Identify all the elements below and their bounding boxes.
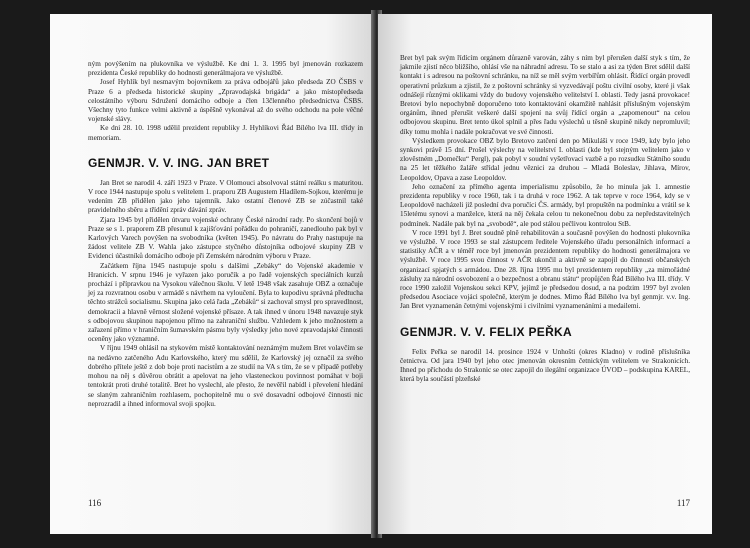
page-number-left: 116 — [88, 498, 102, 508]
paragraph: Felix Peřka se narodil 14. prosince 1924 v Unhošti (okres Kladno) v rodině příslušníka četnictva. Od jara 1940 byl jeho otec jmenován okresním četnickým velitelem ve Strakonicích. Ihned po příchodu do Strakonic se otec zapojil do ilegální organizace ÚVOD – podskupina KAREL, která byla součástí plzeňské — [400, 347, 690, 384]
section-heading-felix-perka: GENMJR. V. V. FELIX PEŘKA — [400, 324, 572, 339]
page-number-right: 117 — [676, 498, 690, 508]
paragraph: Jan Bret se narodil 4. září 1923 v Praze. V Olomouci absolvoval státní reálku s maturitou. V roce 1944 nastupuje spolu s velitelem 1. praporu ZB Augustem Hladílem-Sojkou, kterému je vedením ZB přidělen jako jeho tajemník. Jako ostatní členové ZB se zúčastnil také pravidelného sběru a třídění zpráv dávání zpráv. — [88, 178, 363, 215]
paragraph: V roce 1991 byl J. Bret soudně plně rehabilitován a současně povýšen do hodnosti plukovníka ve výslužbě. V roce 1993 se stal zástupcem ředitele Vojenského úřadu personálních informací a statistiky AČR a v téměř roce byl jmenován prezidentem republiky do hodnosti generálmajora ve výslužbě. V roce 1995 svou činnost v AČR ukončil a aktivně se zapojil do činnosti občanských organizací spjatých s armádou. Dne 28. října 1995 mu byl prezidentem republiky „za mimořádné zásluhy za národní osvobození a o bezpečnost a obranu státu“ propůjčen Řád Bílého lva III. třídy. V roce 1990 založil Vojenskou sekci KPV, jejímž je předsedou dosud, a na podzim 1997 byl zvolen předsedou Asociace vojáci společně, kterým je dodnes. Mimo Řád Bílého lva byl genmjr. v.v. Ing. Jan Bret vyznamenán četnými vojenskými i civilními vyznamenáními a medailemi. — [400, 228, 690, 311]
paragraph: Výsledkem provokace OBZ bylo Bretovo zatčení den po Mikuláši v roce 1949, kdy bylo jeho synkovi právě 15 dní. Prošel výslechy na velitelství I. oblasti (kde byl stejným velitelem jako v zlověstném „Domečku“ Pergl), pak pobyl v soudní vyšetřovací vazbě a po rozsudku Státního soudu na 25 let těžkého žaláře střídal jednu věznici za druhou – Mladá Boleslav, Jihlava, Mírov, Leopoldov, Opava a zase Leopoldov. — [400, 136, 690, 182]
paragraph: Začátkem října 1945 nastupuje spolu s dalšími „Zebáky“ do Vojenské akademie v Hranicích. V srpnu 1946 je vyřazen jako poručík a po řadě vojenských speciálních kurzů prochází i přípravkou na Vysokou válečnou školu. V letě 1948 však zasahuje OBZ a označuje jej za rozvratnou osobu v armádě s návrhem na vyloučení. Byla to kupodivu správná předtucha těchto strážců socialismu. Skupina jako celá řada „Zebáků“ si zachoval smysl pro spravedlnost, demokracii a hlavně věrnost složené vojenské přísaze. A tak ihned v únoru 1948 navazuje styk s odbojovou skupinou napojenou přímo na zahraniční službu. Vzhledem k jeho možnostem a zařazení přímo v hraničním šumavském pásmu byly výsledky jeho nové zpravodajské činnosti oceněny jako významné. — [88, 261, 363, 344]
left-page — [50, 14, 375, 534]
left-body-text — [88, 179, 363, 409]
paragraph: Josef Hyhlík byl nesmavým bojovníkem za práva odbojářů jako předseda ZO ČSBS v Praze 6 a předseda historické skupiny „Zpravodajská brigáda“ a jako místopředseda celostátního výboru Sdružení domácího odboje a člen 13členného předsednictva ČSBS. Všechny tyto funkce velmi aktivně a úspěšně vykonával až do svého odchodu na pole věčné vojenské slávy. — [88, 78, 363, 124]
paragraph: ným povýšením na plukovníka ve výslužbě. Ke dni 1. 3. 1995 byl jmenován rozkazem prezidenta České republiky do hodnosti generálmajora ve výslužbě. — [88, 60, 363, 78]
paragraph: Jeho označení za přímého agenta imperialismu způsobilo, že ho minula jak 1. amnestie prezidenta republiky v roce 1960, tak i ta druhá v roce 1962. A tak teprve v roce 1964, kdy se v Leopoldově nacházeli již poslední dva poručíci ČS. armády, byl propuštěn na podmínku a vrátil se k 15letému synovi a manželce, která na něj čekala celou tu nekonečnou dobu za nepředstavitelných podmínek. Nadále pak byl na „svobodě“, ale pod stálou pečlivou kontrolou StB. — [400, 182, 690, 228]
right-intro-text — [400, 54, 690, 312]
paragraph: Zjara 1945 byl přidělen útvaru vojenské ochrany České národní rady. Po skončení bojů v Praze se s 1. praporem ZB přesunul k zajišťování pořádku do pohraničí, zanedlouho pak byl v Karlových Varech povýšen na svobodníka (květen 1945). Po návratu do Prahy nastupuje na žádost velitele ZB V. Wahla jako zástupce styčného důstojníka odbojové skupiny ZB v Evidenci účastníků domácího odboje při Zemském národním výboru v Praze. — [88, 215, 363, 261]
paragraph: Bret byl pak svým řídícím orgánem důrazně varován, záhy s ním byl přerušen další styk s tím, že jakmile zjistí něco bližšího, ohlásí vše na náhradní adresu. To se stalo a asi za týden Bret sdělil další kontakt i s adresou na poštovní schránku, na níž se měl svým verbířům ohlásit. Řídící orgán provedl operativní průzkum a zjistil, že z poštovní schránky si vyzvedávají poštu civilní osoby, které ji však odnášejí různými oklikami vždy do budovy vojenského velitelství I. oblasti. Tedy jasná provokace! Bretovi bylo nepochybně doporučeno toto kontaktování okamžitě nahlásit příslušným vojenským orgánům, ihned přerušit veškeré další spojení na svůj řídící orgán a „zapomenout“ na celou odbojovou skupinu. Bret tento úkol splnil a přes řadu výslechů u těsně skupině nikdy nepromluvil; díky tomu mohla i nadále pokračovat ve své činnosti. — [400, 54, 690, 136]
paragraph: Ke dni 28. 10. 1998 udělil prezident republiky J. Hyhlíkovi Řád Bílého lva III. třídy in memoriam. — [88, 124, 363, 142]
right-body-text — [400, 348, 690, 385]
left-intro-text — [88, 60, 363, 143]
paragraph: V říjnu 1949 ohlásil na stykovém místě kontaktování neznámým mužem Bret volavčím se na nedávno zatčeného Adu Karlovského, který mu sdělil, že Karlovský jej označil za svého dobrého přítele ještě z dob boje proti nacistům a ze studií na VA s tím, že se v případě potřeby mohou na něj s důvěrou obrátit a apelovat na jeho vlasteneckou povinnost pomáhat v boji tentokrát proti druhé totalitě. Bret ho vyslechl, ale přesto, že nevěřil nabídl i převelení hledání se slaným zahraničním rozhlasem, pochopitelně mu o své dosavadní odbojové činnosti nic neprozradil a ihned informoval svoji spojku. — [88, 344, 363, 408]
section-heading-jan-bret: GENMJR. V. V. ING. JAN BRET — [88, 155, 270, 170]
right-page — [378, 14, 712, 534]
